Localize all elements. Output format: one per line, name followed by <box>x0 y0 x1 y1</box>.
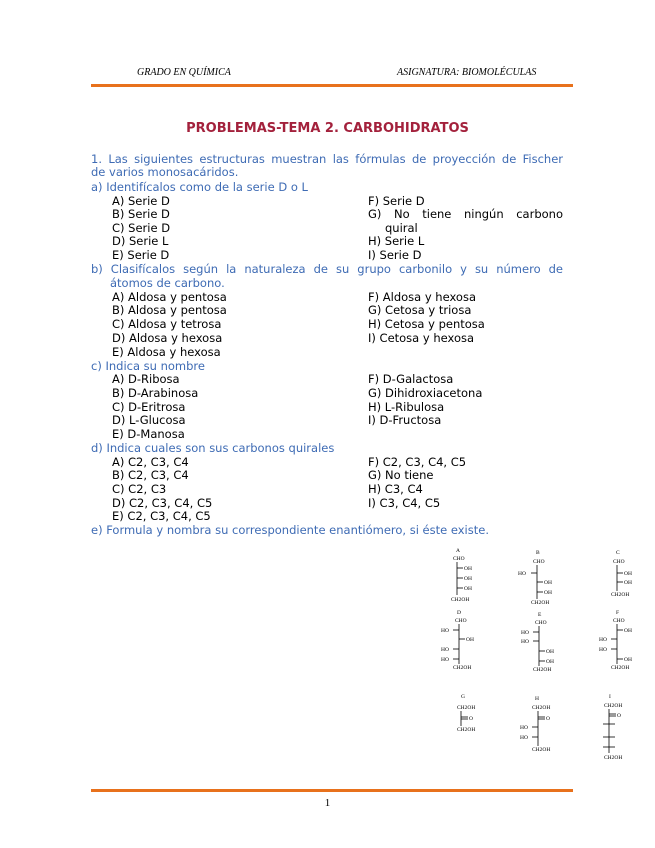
structure-letter: H <box>535 696 539 702</box>
ho-label: HO <box>521 639 529 645</box>
oh-label: OH <box>624 628 632 634</box>
ch2oh-label: CH2OH <box>532 705 551 711</box>
ch2oh-label: CH2OH <box>604 703 623 709</box>
oh-label: OH <box>546 649 554 655</box>
q1d-answer-right: I) C3, C4, C5 <box>368 496 441 510</box>
oh-label: OH <box>466 637 474 643</box>
carbonyl-o-label: O <box>617 713 621 719</box>
oh-label: OH <box>624 657 632 663</box>
oh-label: OH <box>464 566 472 572</box>
oh-label: OH <box>624 571 632 577</box>
q1a-answer-right: I) Serie D <box>368 248 422 262</box>
q1d-label: d) Indica cuales son sus carbonos quirales <box>91 441 335 455</box>
ch2oh-label: CH2OH <box>604 755 623 761</box>
q1-intro-line1: 1. Las siguientes estructuras muestran las fórmulas de proyección de Fischer <box>91 152 563 166</box>
fischer-projections <box>420 543 655 763</box>
q1c-answer-left: A) D-Ribosa <box>112 372 180 386</box>
q1c-label: c) Indica su nombre <box>91 359 205 373</box>
cho-label: CHO <box>613 559 625 565</box>
structure-letter: G <box>461 694 465 700</box>
cho-label: CHO <box>455 618 467 624</box>
q1d-answer-left: D) C2, C3, C4, C5 <box>112 496 213 510</box>
q1d-answer-left: A) C2, C3, C4 <box>112 455 189 469</box>
structure-letter: E <box>538 612 542 618</box>
q1b-label-line1: b) Clasifícalos según la naturaleza de su grupo carbonilo y su número de <box>91 262 563 276</box>
q1d-answer-left: B) C2, C3, C4 <box>112 468 189 482</box>
q1b-answer-right: I) Cetosa y hexosa <box>368 331 475 345</box>
ho-label: HO <box>520 725 528 731</box>
q1-intro-line2: de varios monosacáridos. <box>91 165 239 179</box>
structure-letter: A <box>456 548 460 554</box>
q1a-answer-right: F) Serie D <box>368 194 425 208</box>
oh-label: OH <box>546 659 554 665</box>
q1a-answer-left: B) Serie D <box>112 207 170 221</box>
ch2oh-label: CH2OH <box>531 600 550 606</box>
q1b-answer-left: C) Aldosa y tetrosa <box>112 317 222 331</box>
q1c-answer-left: E) D-Manosa <box>112 427 185 441</box>
ho-label: HO <box>599 637 607 643</box>
q1d-answer-right: F) C2, C3, C4, C5 <box>368 455 467 469</box>
q1b-answer-left: A) Aldosa y pentosa <box>112 290 227 304</box>
q1a-answer-right: G) No tiene ningún carbono <box>368 207 563 221</box>
q1a-answer-left: E) Serie D <box>112 248 170 262</box>
ho-label: HO <box>520 735 528 741</box>
ch2oh-label: CH2OH <box>457 705 476 711</box>
q1c-answer-left: B) D-Arabinosa <box>112 386 199 400</box>
q1a-answer-right: quiral <box>385 221 418 235</box>
oh-label: OH <box>544 580 552 586</box>
q1d-answer-left: C) C2, C3 <box>112 482 167 496</box>
q1b-label-line2: átomos de carbono. <box>110 276 225 290</box>
q1e-label: e) Formula y nombra su correspondiente enantiómero, si éste existe. <box>91 523 489 537</box>
ho-label: HO <box>599 647 607 653</box>
ch2oh-label: CH2OH <box>611 665 630 671</box>
cho-label: CHO <box>453 556 465 562</box>
ho-label: HO <box>441 647 449 653</box>
q1a-answer-left: D) Serie L <box>112 234 169 248</box>
q1b-answer-left: D) Aldosa y hexosa <box>112 331 223 345</box>
ho-label: HO <box>441 628 449 634</box>
structure-letter: B <box>536 550 540 556</box>
oh-label: OH <box>544 590 552 596</box>
cho-label: CHO <box>535 620 547 626</box>
structure-letter: C <box>616 550 620 556</box>
q1c-answer-right: F) D-Galactosa <box>368 372 454 386</box>
cho-label: CHO <box>613 618 625 624</box>
footer-rule <box>91 789 573 792</box>
ho-label: HO <box>518 571 526 577</box>
ch2oh-label: CH2OH <box>533 667 552 673</box>
q1d-answer-right: H) C3, C4 <box>368 482 423 496</box>
q1b-answer-right: H) Cetosa y pentosa <box>368 317 485 331</box>
q1c-answer-right: G) Dihidroxiacetona <box>368 386 483 400</box>
q1c-answer-right: H) L-Ribulosa <box>368 400 445 414</box>
ch2oh-label: CH2OH <box>453 665 472 671</box>
carbonyl-o-label: O <box>546 716 550 722</box>
q1a-label: a) Identifícalos como de la serie D o L <box>91 180 308 194</box>
oh-label: OH <box>464 586 472 592</box>
header-subject: ASIGNATURA: BIOMOLÉCULAS <box>397 67 537 78</box>
ho-label: HO <box>521 630 529 636</box>
structure-letter: I <box>609 694 611 700</box>
header-course: GRADO EN QUÍMICA <box>137 67 231 78</box>
page-number: 1 <box>324 797 331 809</box>
oh-label: OH <box>464 576 472 582</box>
q1b-answer-left: E) Aldosa y hexosa <box>112 345 221 359</box>
q1b-answer-right: F) Aldosa y hexosa <box>368 290 476 304</box>
structure-letter: F <box>616 610 620 616</box>
header-rule <box>91 84 573 87</box>
ch2oh-label: CH2OH <box>457 727 476 733</box>
q1b-answer-right: G) Cetosa y triosa <box>368 303 472 317</box>
oh-label: OH <box>624 580 632 586</box>
q1c-answer-left: D) L-Glucosa <box>112 413 186 427</box>
structure-letter: D <box>457 610 461 616</box>
q1d-answer-left: E) C2, C3, C4, C5 <box>112 509 211 523</box>
ch2oh-label: CH2OH <box>451 597 470 603</box>
q1c-answer-left: C) D-Eritrosa <box>112 400 186 414</box>
carbonyl-o-label: O <box>469 716 473 722</box>
q1c-answer-right: I) D-Fructosa <box>368 413 442 427</box>
ho-label: HO <box>441 657 449 663</box>
q1a-answer-left: A) Serie D <box>112 194 170 208</box>
page-title: PROBLEMAS-TEMA 2. CARBOHIDRATOS <box>186 121 469 136</box>
q1d-answer-right: G) No tiene <box>368 468 434 482</box>
q1a-answer-left: C) Serie D <box>112 221 171 235</box>
q1a-answer-right: H) Serie L <box>368 234 425 248</box>
q1b-answer-left: B) Aldosa y pentosa <box>112 303 227 317</box>
ch2oh-label: CH2OH <box>611 592 630 598</box>
ch2oh-label: CH2OH <box>532 747 551 753</box>
cho-label: CHO <box>533 559 545 565</box>
